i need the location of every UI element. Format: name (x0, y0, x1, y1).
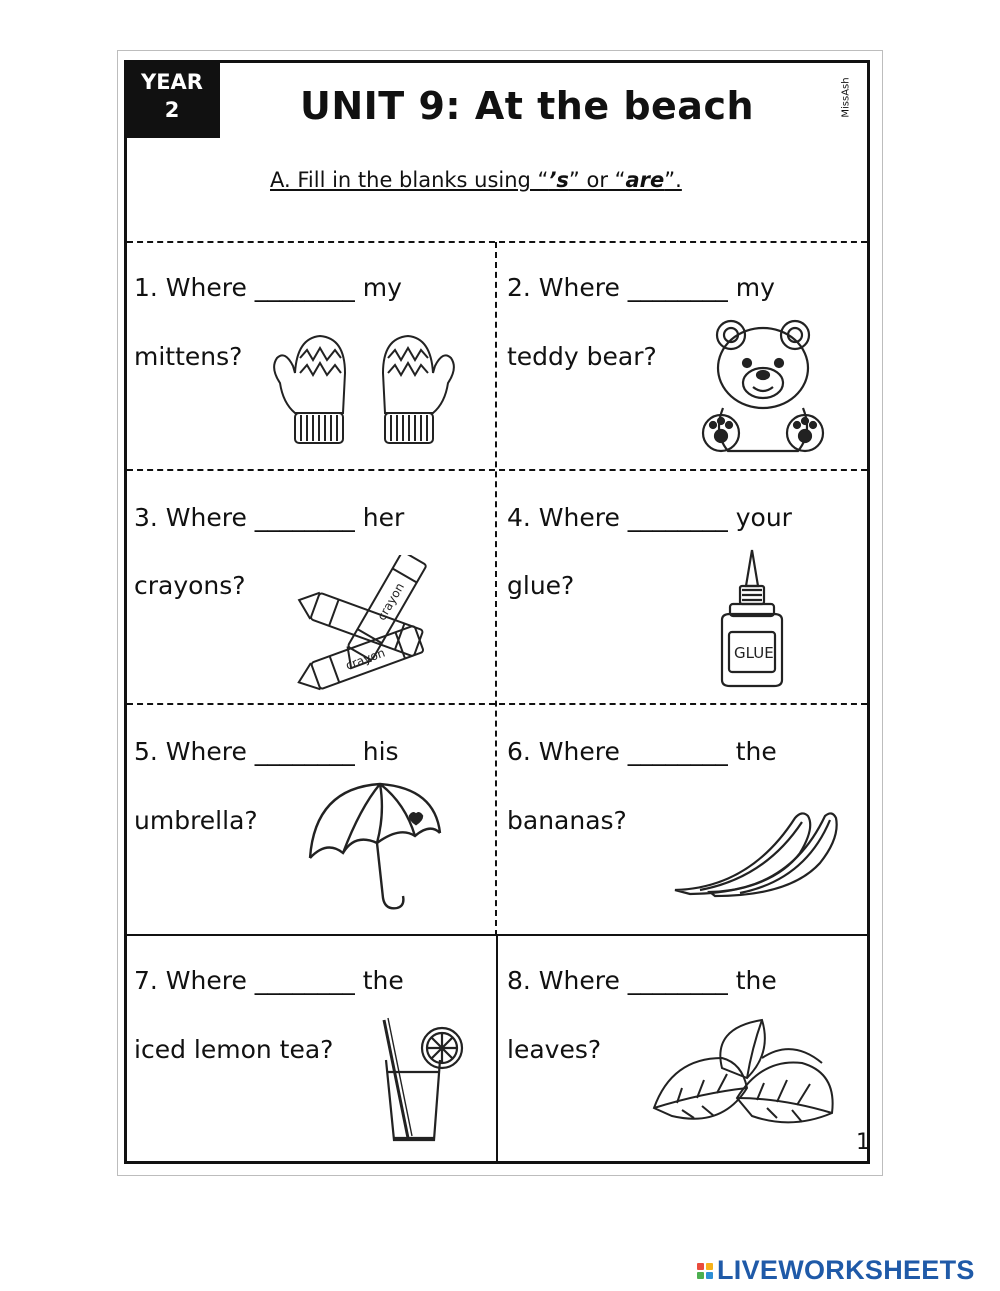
question-4-line1: 4. Where ________ your (507, 503, 792, 532)
question-1-line2: mittens? (134, 342, 243, 371)
author-credit (840, 70, 864, 130)
logo-square (706, 1272, 713, 1279)
grid-divider (127, 241, 867, 243)
grid-divider-vertical (496, 936, 498, 1164)
crayon-label: crayon (374, 580, 408, 623)
mittens-icon (265, 328, 475, 453)
question-3-line2: crayons? (134, 571, 246, 600)
teddy-bear-icon (693, 313, 833, 463)
question-7-line1: 7. Where ________ the (134, 966, 404, 995)
crayon-label: crayon (343, 645, 387, 673)
logo-mark (697, 1263, 713, 1279)
glue-label: GLUE (734, 644, 774, 662)
grid-divider (127, 469, 867, 471)
grid-divider-vertical (495, 242, 497, 936)
year-number: 2 (164, 98, 180, 122)
year-badge (124, 60, 220, 138)
grid-divider (127, 703, 867, 705)
logo-square (706, 1263, 713, 1270)
logo-square (697, 1272, 704, 1279)
instruction-prefix: A. Fill in the blanks using “ (270, 168, 549, 192)
instruction-suffix: ”. (664, 168, 682, 192)
question-4-line2: glue? (507, 571, 575, 600)
bananas-icon (670, 808, 840, 898)
umbrella-icon (305, 778, 445, 916)
question-2-line1: 2. Where ________ my (507, 273, 775, 302)
question-7-line2: iced lemon tea? (134, 1035, 334, 1064)
year-label: YEAR (141, 70, 203, 94)
page-number: 1 (856, 1130, 870, 1155)
instruction-mid: ” or “ (568, 168, 626, 192)
logo-square (697, 1263, 704, 1270)
leaves-icon (652, 1018, 842, 1130)
glue-icon (712, 548, 792, 690)
question-3-line1: 3. Where ________ her (134, 503, 405, 532)
author-name: MissAsh (840, 77, 852, 118)
question-5-line1: 5. Where ________ his (134, 737, 399, 766)
crayons-icon (283, 555, 453, 695)
instruction (270, 168, 682, 192)
question-2-line2: teddy bear? (507, 342, 657, 371)
option-s: ’s (548, 168, 569, 192)
logo-text: LIVEWORKSHEETS (717, 1255, 975, 1285)
option-are: are (625, 168, 665, 192)
iced-tea-icon (376, 1010, 468, 1146)
question-5-line2: umbrella? (134, 806, 258, 835)
question-6-line2: bananas? (507, 806, 627, 835)
liveworksheets-logo (697, 1255, 975, 1286)
question-1-line1: 1. Where ________ my (134, 273, 402, 302)
question-8-line1: 8. Where ________ the (507, 966, 777, 995)
question-8-line2: leaves? (507, 1035, 602, 1064)
page-title: UNIT 9: At the beach (300, 84, 755, 128)
question-6-line1: 6. Where ________ the (507, 737, 777, 766)
